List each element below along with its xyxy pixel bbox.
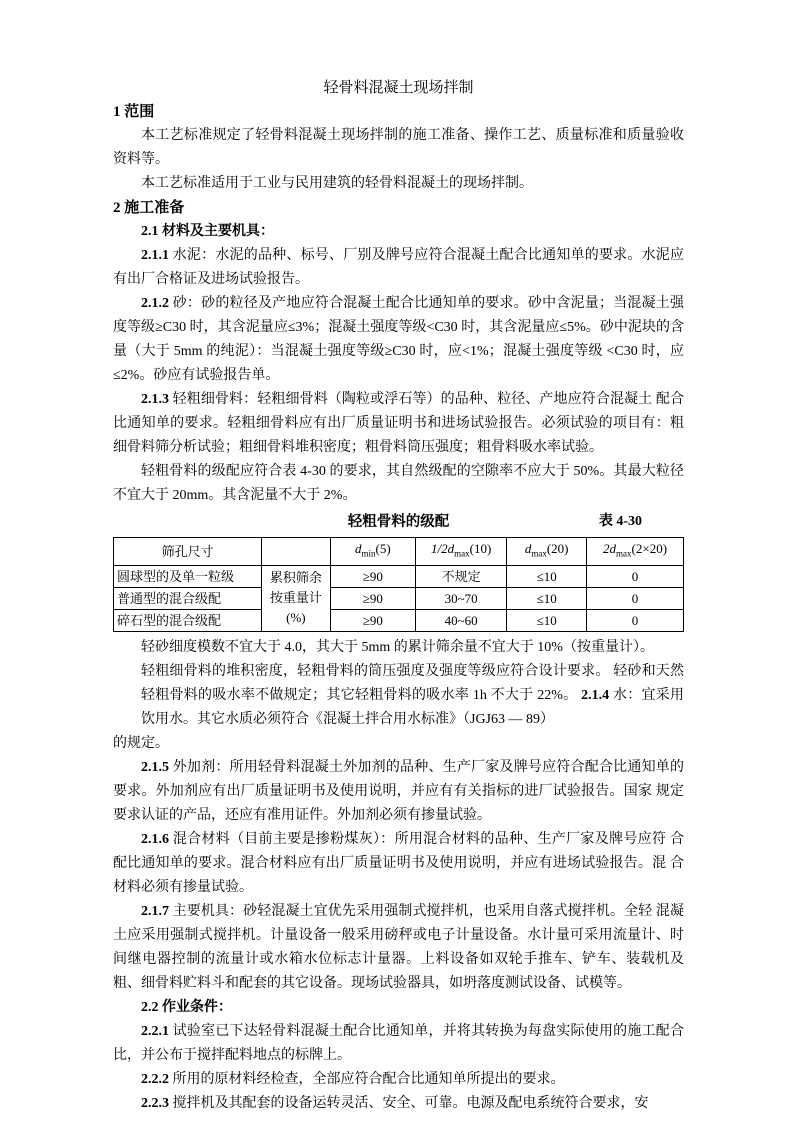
item-number-aggregate: 2.1.3 [141, 392, 173, 407]
two-dmax-base: 2d [603, 541, 617, 556]
cell-round-dmax: ≤10 [507, 565, 587, 587]
table-header-row [114, 538, 684, 566]
heading-scope: 1 范围 [113, 104, 155, 120]
subheading-materials: 2.1 材料及主要机具： [141, 224, 274, 239]
table-row-round [114, 565, 684, 587]
item-number-machines: 2.1.7 [141, 903, 173, 919]
header-empty-cell [262, 538, 330, 566]
paragraph-density-water [141, 660, 684, 732]
item-text-cond2: 所用的原材料经检查，全部应符合配合比通知单所提出的要求。 [172, 1071, 565, 1087]
row-label-round: 圆球型的及单一粒级 [114, 565, 262, 587]
header-sieve-size: 筛孔尺寸 [114, 538, 262, 566]
dmin-sub: min [361, 548, 376, 559]
row-label-crushed: 碎石型的混合级配 [114, 609, 262, 631]
dmin-rest: (5) [375, 541, 391, 556]
paragraph-condition-3 [113, 1092, 684, 1116]
cell-crushed-2dmax: 0 [587, 609, 684, 631]
item-text-blend: 混合材料（目前主要是掺粉煤灰）：所用混合材料的品种、生产厂家及牌号应符 合配比通知单的要求。混合材料应有出厂质量证明书及使用说明，并应有进场试验报告。混 合材料必须有掺量试验。 [113, 831, 685, 895]
cell-normal-2dmax: 0 [587, 587, 684, 609]
cumulative-residue-line1: 累积筛余 [269, 570, 322, 586]
table-row-crushed [114, 609, 684, 631]
density-text-2: 水：宜采用饮用水。其它水质必须符合《混凝土拌合用水标准》（JGJ63 — 89） [141, 687, 684, 727]
item-number-cond1: 2.2.1 [141, 1023, 173, 1039]
table-row-normal [114, 587, 684, 609]
cell-crushed-half-dmax: 40~60 [416, 609, 507, 631]
cell-normal-half-dmax: 30~70 [416, 587, 507, 609]
document-title: 轻骨料混凝土现场拌制 [323, 80, 474, 96]
subheading-conditions: 2.2 作业条件： [141, 999, 232, 1015]
item-number-admixture: 2.1.5 [141, 759, 173, 775]
paragraph-regulation: 的规定。 [113, 735, 169, 751]
paragraph-sand [113, 292, 684, 388]
item-text-cond1: 试验室已下达轻骨料混凝土配合比通知单，并将其转换为每盘实际使用的施工配合比，并公布于搅拌配料地点的标牌上。 [113, 1023, 685, 1063]
cumulative-residue-label [262, 565, 330, 631]
item-number-cond2: 2.2.2 [141, 1071, 173, 1087]
item-text-aggregate: 轻粗细骨料：轻粗细骨料（陶粒或浮石等）的品种、粒径、产地应符合混凝土 配合比通知单的要求。轻粗细骨料应有出厂质量证明书和进场试验报告。必须试验的项目有：粗细骨料筛分析试验；粗细骨料堆积密度；粗骨料筒压强度；粗骨料吸水率试验。 [113, 392, 684, 455]
header-half-dmax-10 [416, 538, 507, 566]
item-text-sand: 砂：砂的粒径及产地应符合混凝土配合比通知单的要求。砂中含泥量；当混凝土强度等级≥C30 时，其含泥量应≤3%；混凝土强度等级<C30 时，其含泥量应≤5%。砂中泥块的含量（大于 5mm 的纯泥）：当混凝土强度等级≥C30 时，应<1%；混凝土强度等级 <C30 时，应≤2%。砂应有试验报告单。 [113, 296, 685, 383]
cell-crushed-dmin: ≥90 [330, 609, 416, 631]
item-number-water: 2.1.4 [581, 687, 613, 703]
row-label-normal: 普通型的混合级配 [114, 587, 262, 609]
table-caption: 轻粗骨料的级配 [347, 514, 450, 530]
table-caption-row [113, 510, 684, 534]
cell-round-2dmax: 0 [587, 565, 684, 587]
cell-round-dmin: ≥90 [330, 565, 416, 587]
dmin-base: d [354, 541, 362, 556]
paragraph-admixture [113, 756, 684, 828]
paragraph-grading-intro: 轻粗骨料的级配应符合表 4-30 的要求，其自然级配的空隙率不应大于 50%。其最大粒径不宜大于 20mm。其含泥量不大于 2%。 [113, 464, 684, 503]
header-2dmax-40 [587, 538, 684, 566]
two-dmax-sub: max [616, 548, 632, 559]
paragraph-fineness: 轻砂细度模数不宜大于 4.0，其大于 5mm 的累计筛余量不宜大于 10%（按重量计）。 [141, 639, 654, 655]
cumulative-residue-line2: 按重量计 [269, 590, 322, 606]
paragraph-aggregate [113, 388, 684, 460]
item-text-admixture: 外加剂：所用轻骨料混凝土外加剂的品种、生产厂家及牌号应符合配合比通知单的要求。外加剂应有出厂质量证明书及使用说明，并应有有关指标的进厂试验报告。国家 规定要求认证的产品，还应有准用证件。外加剂必须有掺量试验。 [113, 759, 685, 823]
dmax-rest: (20) [546, 541, 569, 556]
half-dmax-sub: max [454, 548, 470, 559]
cell-crushed-dmax: ≤10 [507, 609, 587, 631]
cell-normal-dmax: ≤10 [507, 587, 587, 609]
dmax-sub: max [531, 548, 547, 559]
header-dmax-20 [507, 538, 587, 566]
item-text-machines: 主要机具：砂轻混凝土宜优先采用强制式搅拌机，也采用自落式搅拌机。全轻 混凝土应采用强制式搅拌机。计量设备一般采用磅秤或电子计量设备。水计量可采用流量计、时间继电器控制的流量计或水箱水位标志计量器。上料设备如双轮手推车、铲车、装载机及粗、细骨料贮料斗和配套的其它设备。现场试验器具，如坍落度测试设备、试模等。 [113, 903, 684, 991]
item-number-cond3: 2.2.3 [141, 1095, 173, 1111]
paragraph-condition-2 [113, 1068, 684, 1092]
cumulative-residue-line3: (%) [286, 610, 306, 626]
item-text-cement: 水泥：水泥的品种、标号、厂别及牌号应符合混凝土配合比通知单的要求。水泥应有出厂合格证及进场试验报告。 [113, 248, 685, 287]
heading-preparation: 2 施工准备 [113, 200, 185, 216]
half-dmax-rest: (10) [469, 541, 492, 556]
cell-round-half-dmax: 不规定 [416, 565, 507, 587]
item-text-cond3: 搅拌机及其配套的设备运转灵活、安全、可靠。电源及配电系统符合要求，安 [172, 1095, 649, 1111]
grading-table [113, 537, 684, 632]
cell-normal-dmin: ≥90 [330, 587, 416, 609]
paragraph-machines [113, 900, 684, 996]
half-dmax-base: 1/2d [431, 541, 455, 556]
item-number-cement: 2.1.1 [141, 248, 173, 263]
item-number-blend: 2.1.6 [141, 831, 173, 847]
item-number-sand: 2.1.2 [141, 296, 173, 311]
paragraph-cement [113, 244, 684, 292]
density-text-1: 轻粗细骨料的堆积密度，轻粗骨料的筒压强度及强度等级应符合设计要求。 轻砂和天然轻粗骨料的吸水率不做规定；其它轻粗骨料的吸水率 1h 不大于 22%。 [141, 663, 684, 703]
paragraph-scope-1: 本工艺标准规定了轻骨料混凝土现场拌制的施工准备、操作工艺、质量标准和质量验收资料等。 [113, 128, 684, 167]
dmax-base: d [524, 541, 532, 556]
paragraph-condition-1 [113, 1020, 684, 1068]
paragraph-scope-2: 本工艺标准适用于工业与民用建筑的轻骨料混凝土的现场拌制。 [141, 176, 533, 191]
header-dmin-5 [330, 538, 416, 566]
table-number: 表 4-30 [598, 514, 642, 529]
indented-notes-block [141, 636, 684, 732]
paragraph-blend-material [113, 828, 684, 900]
two-dmax-rest: (2×20) [631, 541, 668, 556]
